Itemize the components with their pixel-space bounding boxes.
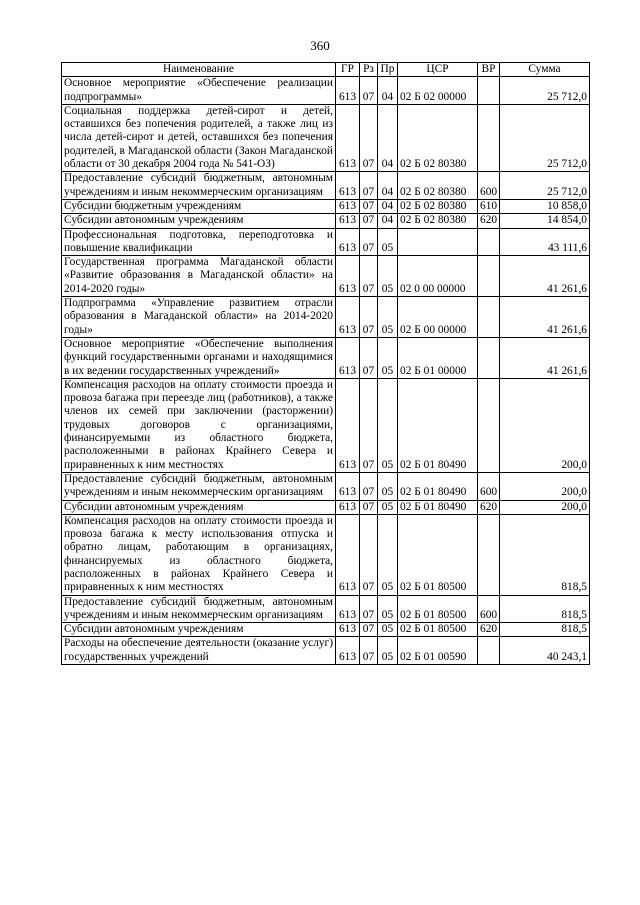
table-row (62, 228, 590, 256)
cell-gr: 613 (336, 337, 360, 378)
cell-name: Субсидии бюджетным учреждениям (62, 199, 336, 213)
cell-gr: 613 (336, 472, 360, 500)
cell-sum: 40 243,1 (500, 637, 590, 665)
cell-pr: 04 (378, 214, 398, 228)
cell-rz: 07 (360, 500, 378, 514)
cell-gr: 613 (336, 514, 360, 595)
cell-sum: 10 858,0 (500, 199, 590, 213)
cell-sum: 200,0 (500, 472, 590, 500)
cell-gr: 613 (336, 172, 360, 200)
table-header (62, 63, 590, 77)
cell-csr: 02 Б 01 00590 (398, 637, 478, 665)
cell-vr: 600 (478, 172, 500, 200)
cell-pr: 05 (378, 623, 398, 637)
table-row (62, 199, 590, 213)
cell-sum: 200,0 (500, 378, 590, 472)
cell-sum: 25 712,0 (500, 104, 590, 171)
cell-sum: 25 712,0 (500, 77, 590, 105)
cell-vr (478, 378, 500, 472)
cell-csr: 02 Б 01 80490 (398, 472, 478, 500)
cell-csr: 02 Б 01 80490 (398, 378, 478, 472)
header-gr: ГР (336, 63, 360, 77)
cell-pr: 05 (378, 637, 398, 665)
cell-pr: 05 (378, 595, 398, 623)
cell-csr: 02 Б 01 80500 (398, 623, 478, 637)
cell-gr: 613 (336, 378, 360, 472)
cell-gr: 613 (336, 500, 360, 514)
header-vr: ВР (478, 63, 500, 77)
cell-vr: 600 (478, 595, 500, 623)
cell-sum: 14 854,0 (500, 214, 590, 228)
cell-name: Социальная поддержка детей-сирот и детей, оставшихся без попечения родителей, а также лиц из числа детей-сирот и детей, оставшихся без попечения родителей, в Магаданской области (Закон Магаданской области от 30 декабря 2004 года № 541-ОЗ) (62, 104, 336, 171)
cell-name: Компенсация расходов на оплату стоимости проезда и провоза багажа к месту использования отпуска и обратно лицам, работающим в организациях, финансируемых из областного бюджета, расположенных в районах Крайнего Севера и приравненных к ним местностях (62, 514, 336, 595)
cell-vr (478, 256, 500, 297)
cell-sum: 818,5 (500, 595, 590, 623)
cell-vr: 620 (478, 500, 500, 514)
cell-gr: 613 (336, 297, 360, 338)
cell-gr: 613 (336, 637, 360, 665)
cell-pr: 05 (378, 228, 398, 256)
cell-name: Субсидии автономным учреждениям (62, 500, 336, 514)
cell-pr: 04 (378, 199, 398, 213)
cell-rz: 07 (360, 77, 378, 105)
cell-csr: 02 0 00 00000 (398, 256, 478, 297)
table-row (62, 595, 590, 623)
cell-name: Подпрограмма «Управление развитием отрасли образования в Магаданской области» на 2014-2020 годы» (62, 297, 336, 338)
cell-rz: 07 (360, 472, 378, 500)
header-sum: Сумма (500, 63, 590, 77)
cell-gr: 613 (336, 199, 360, 213)
cell-csr: 02 Б 01 80500 (398, 595, 478, 623)
cell-sum: 41 261,6 (500, 337, 590, 378)
cell-name: Субсидии автономным учреждениям (62, 214, 336, 228)
cell-csr: 02 Б 00 00000 (398, 297, 478, 338)
table-row (62, 637, 590, 665)
table-row (62, 500, 590, 514)
cell-pr: 05 (378, 514, 398, 595)
cell-sum: 25 712,0 (500, 172, 590, 200)
cell-gr: 613 (336, 77, 360, 105)
header-row (62, 63, 590, 77)
table-row (62, 172, 590, 200)
budget-table (61, 62, 590, 665)
cell-rz: 07 (360, 514, 378, 595)
header-name: Наименование (62, 63, 336, 77)
cell-vr (478, 514, 500, 595)
table-row (62, 378, 590, 472)
cell-gr: 613 (336, 595, 360, 623)
cell-rz: 07 (360, 214, 378, 228)
cell-gr: 613 (336, 228, 360, 256)
cell-vr (478, 228, 500, 256)
cell-sum: 818,5 (500, 514, 590, 595)
cell-rz: 07 (360, 623, 378, 637)
cell-pr: 04 (378, 172, 398, 200)
table-body (62, 77, 590, 665)
cell-pr: 05 (378, 378, 398, 472)
cell-csr: 02 Б 01 80490 (398, 500, 478, 514)
cell-name: Основное мероприятие «Обеспечение выполнения функций государственными органами и находящимися в их ведении государственных учреждений» (62, 337, 336, 378)
cell-name: Предоставление субсидий бюджетным, автономным учреждениям и иным некоммерческим организациям (62, 472, 336, 500)
cell-vr (478, 337, 500, 378)
cell-pr: 05 (378, 500, 398, 514)
cell-csr: 02 Б 02 00000 (398, 77, 478, 105)
table-row (62, 623, 590, 637)
table-row (62, 514, 590, 595)
cell-rz: 07 (360, 637, 378, 665)
cell-csr: 02 Б 02 80380 (398, 214, 478, 228)
cell-pr: 05 (378, 337, 398, 378)
cell-vr: 620 (478, 214, 500, 228)
cell-pr: 04 (378, 77, 398, 105)
cell-gr: 613 (336, 256, 360, 297)
table-row (62, 297, 590, 338)
cell-csr (398, 228, 478, 256)
cell-csr: 02 Б 02 80380 (398, 104, 478, 171)
cell-vr: 610 (478, 199, 500, 213)
cell-name: Предоставление субсидий бюджетным, автономным учреждениям и иным некоммерческим организациям (62, 172, 336, 200)
cell-name: Компенсация расходов на оплату стоимости проезда и провоза багажа при переезде лиц (работников), а также членов их семей при заключении (расторжении) трудовых договоров с организациями, финансируемыми из областного бюджета, расположенными в районах Крайнего Севера и приравненных к ним местностях (62, 378, 336, 472)
cell-vr (478, 104, 500, 171)
cell-pr: 04 (378, 104, 398, 171)
cell-name: Расходы на обеспечение деятельности (оказание услуг) государственных учреждений (62, 637, 336, 665)
cell-rz: 07 (360, 199, 378, 213)
cell-rz: 07 (360, 104, 378, 171)
cell-rz: 07 (360, 228, 378, 256)
cell-csr: 02 Б 01 00000 (398, 337, 478, 378)
table-row (62, 214, 590, 228)
cell-rz: 07 (360, 297, 378, 338)
cell-name: Профессиональная подготовка, переподготовка и повышение квалификации (62, 228, 336, 256)
cell-vr (478, 637, 500, 665)
cell-sum: 43 111,6 (500, 228, 590, 256)
header-csr: ЦСР (398, 63, 478, 77)
cell-sum: 818,5 (500, 623, 590, 637)
cell-sum: 41 261,6 (500, 297, 590, 338)
cell-sum: 41 261,6 (500, 256, 590, 297)
cell-rz: 07 (360, 595, 378, 623)
cell-sum: 200,0 (500, 500, 590, 514)
cell-name: Государственная программа Магаданской области «Развитие образования в Магаданской области» на 2014-2020 годы» (62, 256, 336, 297)
table-row (62, 256, 590, 297)
cell-vr: 620 (478, 623, 500, 637)
cell-name: Предоставление субсидий бюджетным, автономным учреждениям и иным некоммерческим организациям (62, 595, 336, 623)
cell-vr (478, 77, 500, 105)
table-row (62, 337, 590, 378)
cell-gr: 613 (336, 623, 360, 637)
cell-pr: 05 (378, 472, 398, 500)
cell-csr: 02 Б 02 80380 (398, 199, 478, 213)
cell-csr: 02 Б 01 80500 (398, 514, 478, 595)
cell-gr: 613 (336, 214, 360, 228)
table-row (62, 77, 590, 105)
table-row (62, 472, 590, 500)
cell-rz: 07 (360, 378, 378, 472)
cell-gr: 613 (336, 104, 360, 171)
cell-name: Основное мероприятие «Обеспечение реализации подпрограммы» (62, 77, 336, 105)
table-row (62, 104, 590, 171)
cell-rz: 07 (360, 256, 378, 297)
header-rz: Рз (360, 63, 378, 77)
cell-rz: 07 (360, 337, 378, 378)
header-pr: Пр (378, 63, 398, 77)
cell-pr: 05 (378, 256, 398, 297)
cell-csr: 02 Б 02 80380 (398, 172, 478, 200)
cell-name: Субсидии автономным учреждениям (62, 623, 336, 637)
cell-rz: 07 (360, 172, 378, 200)
cell-vr (478, 297, 500, 338)
cell-pr: 05 (378, 297, 398, 338)
cell-vr: 600 (478, 472, 500, 500)
page-number: 360 (310, 38, 330, 53)
